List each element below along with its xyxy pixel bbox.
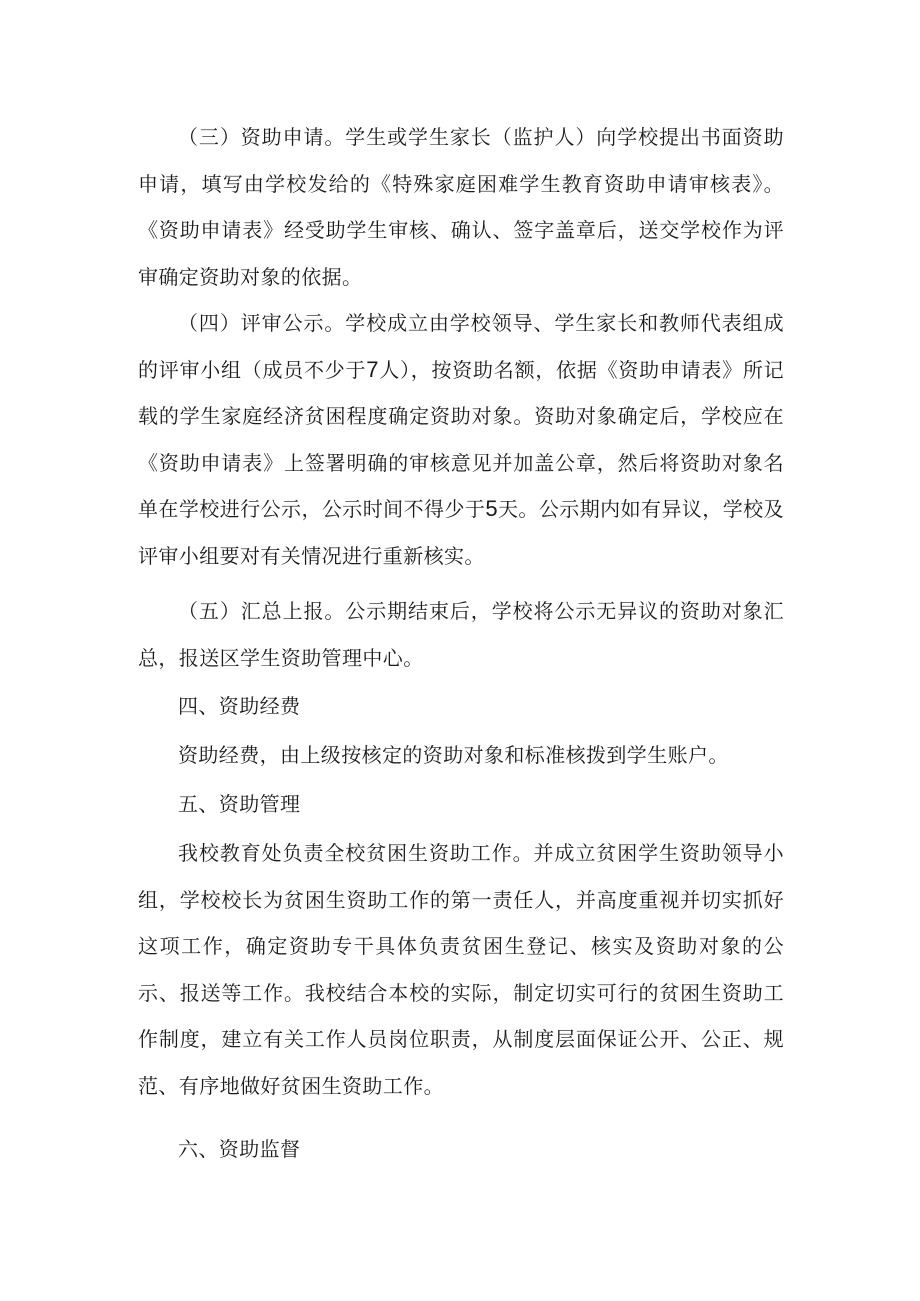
paragraph-funds: 资助经费，由上级按核定的资助对象和标准核拨到学生账户。: [178, 743, 729, 767]
paragraph-review-publicity: [138, 300, 784, 579]
heading-management: 五、资助管理: [178, 792, 301, 816]
paragraph-summary-report: （五）汇总上报。公示期结束后，学校将公示无异议的资助对象汇总，报送区学生资助管理中心。: [138, 599, 784, 670]
min-committee-members: 7: [366, 356, 379, 382]
paragraph-application: （三）资助申请。学生或学生家长（监护人）向学校提出书面资助申请，填写由学校发给的《特殊家庭困难学生教育资助申请审核表》。《资助申请表》经受助学生审核、确认、签字盖章后，送交学校作为评审确定资助对象的依据。: [138, 125, 784, 289]
review-text-part2: 人），按资助名额，依据《资助申请表》所记载的学生家庭经济贫困程度确定资助对象。资助对象确定后，学校应在《资助申请表》上签署明确的审核意见并加盖公章，然后将资助对象名单在学校进行公示，公示时间不得少于: [138, 357, 785, 521]
heading-funds: 四、资助经费: [178, 694, 301, 718]
heading-supervision: 六、资助监督: [178, 1137, 301, 1161]
min-publicity-days: 5: [485, 496, 498, 521]
paragraph-management: 我校教育处负责全校贫困生资助工作。并成立贫困学生资助领导小组，学校校长为贫困生资助工作的第一责任人，并高度重视并切实抓好这项工作，确定资助专干具体负责贫困生登记、核实及资助对象的公示、报送等工作。我校结合本校的实际，制定切实可行的贫困生资助工作制度，建立有关工作人员岗位职责，从制度层面保证公开、公正、规范、有序地做好贫困生资助工作。: [138, 841, 784, 1098]
review-text-part3: 天。公示期内如有异议，学校及评审小组要对有关情况进行重新核实。: [138, 497, 784, 568]
review-text-part1: （四）评审公示。学校成立由学校领导、学生家长和教师代表组成的评审小组（成员不少于: [138, 311, 784, 382]
